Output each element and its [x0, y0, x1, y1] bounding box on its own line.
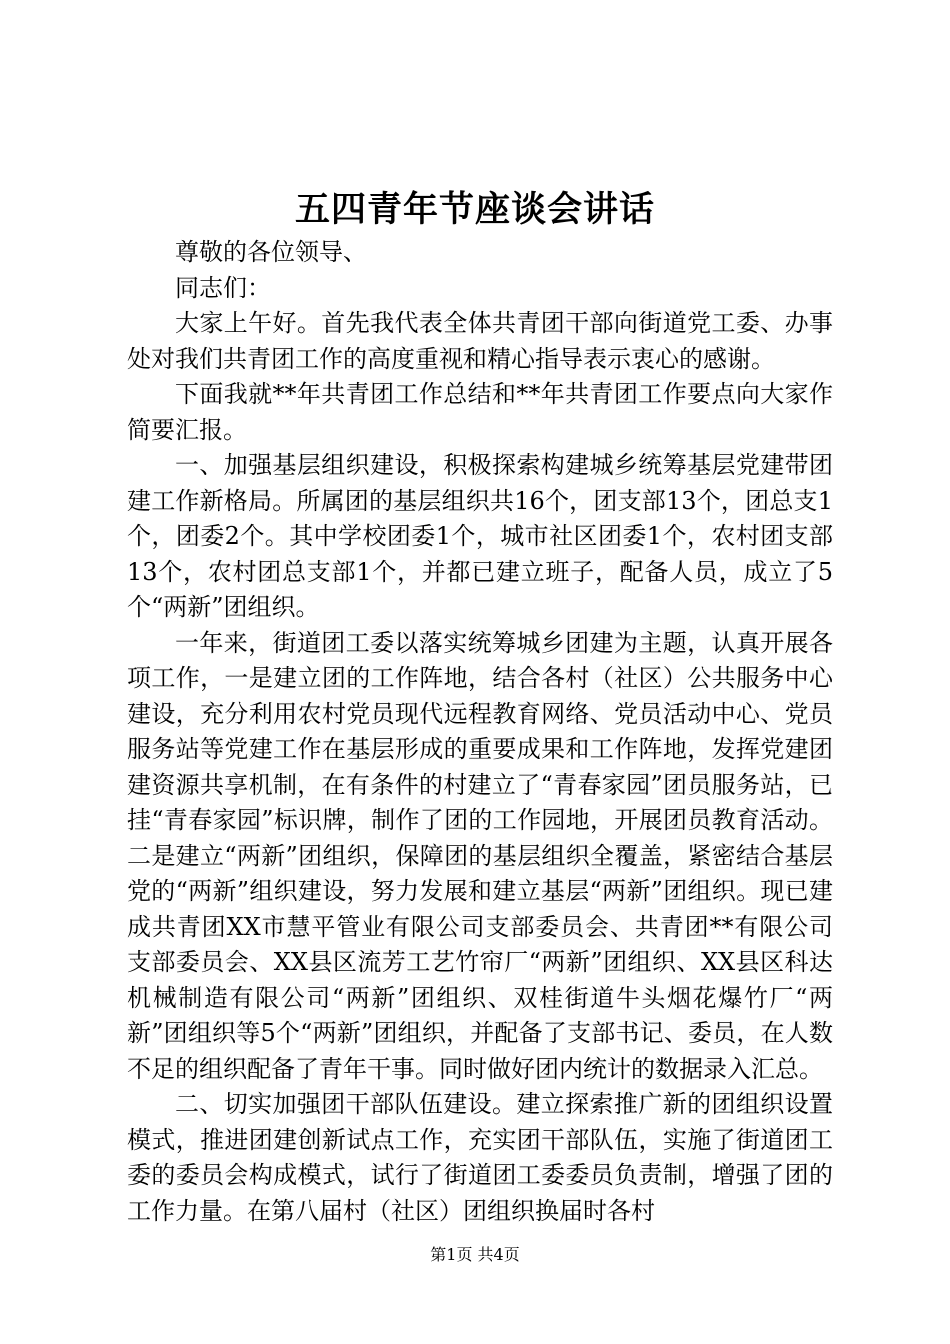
paragraph-greeting: 大家上午好。首先我代表全体共青团干部向街道党工委、办事处对我们共青团工作的高度重视和精心指导表示衷心的感谢。: [127, 309, 833, 373]
salutation-line-1: 尊敬的各位领导、: [175, 238, 367, 266]
document-body: [127, 235, 833, 1229]
salutation-line-2: 同志们：: [175, 273, 271, 302]
document-title: 五四青年节座谈会讲话: [294, 189, 655, 230]
paragraph-year-review: 一年来，街道团工委以落实统筹城乡团建为主题，认真开展各项工作，一是建立团的工作阵地，结合各村（社区）公共服务中心建设，充分利用农村党员现代远程教育网络、党员活动中心、党员服务站等党建工作在基层形成的重要成果和工作阵地，发挥党建团建资源共享机制，在有条件的村建立了“青春家园”团员服务站，已挂“青春家园”标识牌，制作了团的工作园地，开展团员教育活动。二是建立“两新”团组织，保障团的基层组织全覆盖，紧密结合基层党的“两新”组织建设，努力发展和建立基层“两新”团组织。现已建成共青团XX市慧平管业有限公司支部委员会、共青团**有限公司支部委员会、XX县区流芳工艺竹帘厂“两新”团组织、XX县区科达机械制造有限公司“两新”团组织、双桂街道牛头烟花爆竹厂“两新”团组织等5个“两新”团组织，并配备了支部书记、委员，在人数不足的组织配备了青年干事。同时做好团内统计的数据录入汇总。: [127, 628, 833, 1083]
paragraph-section-1: 一、加强基层组织建设，积极探索构建城乡统筹基层党建带团建工作新格局。所属团的基层组织共16个，团支部13个，团总支1个，团委2个。其中学校团委1个，城市社区团委1个，农村团支部13个，农村团总支部1个，并都已建立班子，配备人员，成立了5个“两新”团组织。: [127, 451, 833, 621]
page-footer: 第1页 共4页: [430, 1245, 520, 1264]
paragraph-section-2: 二、切实加强团干部队伍建设。建立探索推广新的团组织设置模式，推进团建创新试点工作，充实团干部队伍，实施了街道团工委的委员会构成模式，试行了街道团工委委员负责制，增强了团的工作力量。在第八届村（社区）团组织换届时各村: [127, 1090, 833, 1225]
paragraph-intro: 下面我就**年共青团工作总结和**年共青团工作要点向大家作简要汇报。: [127, 380, 833, 444]
